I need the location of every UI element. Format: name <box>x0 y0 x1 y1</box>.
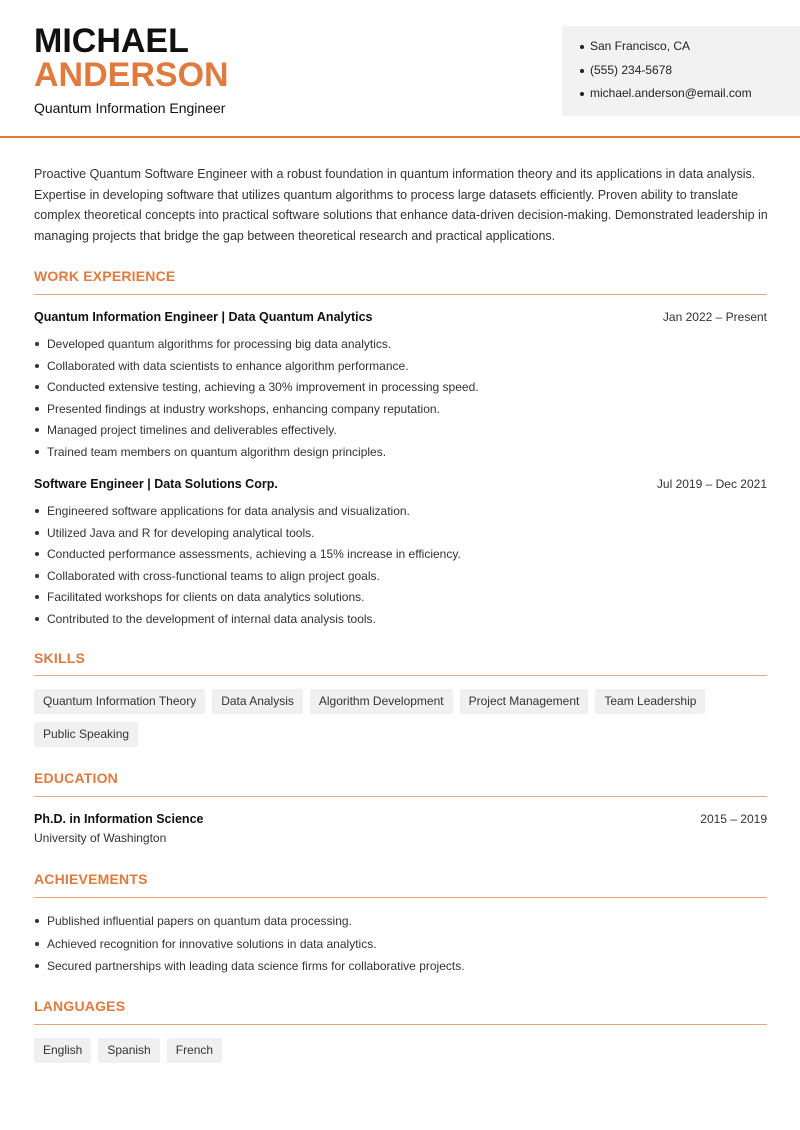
list-item: Utilized Java and R for developing analytical tools. <box>34 524 767 546</box>
list-item: Collaborated with cross-functional teams to align project goals. <box>34 567 767 589</box>
job-title: Quantum Information Engineer <box>34 100 226 116</box>
job-bullets <box>34 502 767 631</box>
language-tags <box>34 1038 767 1063</box>
list-item: Developed quantum algorithms for processing big data analytics. <box>34 335 767 357</box>
list-item: Achieved recognition for innovative solutions in data analytics. <box>34 935 767 958</box>
list-item: Trained team members on quantum algorithm design principles. <box>34 443 767 465</box>
language-tag: English <box>34 1038 91 1063</box>
skill-tag: Quantum Information Theory <box>34 689 205 714</box>
job-role: Software Engineer | Data Solutions Corp. <box>34 477 278 491</box>
list-item: Published influential papers on quantum data processing. <box>34 912 767 935</box>
education-degree: Ph.D. in Information Science <box>34 812 204 826</box>
list-item: Conducted extensive testing, achieving a 30% improvement in processing speed. <box>34 378 767 400</box>
achievement-bullets <box>34 912 767 980</box>
education-school: University of Washington <box>34 831 167 845</box>
list-item: Conducted performance assessments, achieving a 15% increase in efficiency. <box>34 545 767 567</box>
job-bullets <box>34 335 767 464</box>
contact-location: San Francisco, CA <box>580 36 800 60</box>
section-divider <box>34 1024 767 1025</box>
job-header <box>34 477 767 491</box>
section-title-skills: SKILLS <box>34 650 85 666</box>
section-title-education: EDUCATION <box>34 770 118 786</box>
skill-tag: Data Analysis <box>212 689 303 714</box>
section-title-work: WORK EXPERIENCE <box>34 268 176 284</box>
resume-header <box>0 0 800 138</box>
list-item: Contributed to the development of internal data analysis tools. <box>34 610 767 632</box>
list-item: Facilitated workshops for clients on data analytics solutions. <box>34 588 767 610</box>
job-header <box>34 310 767 324</box>
section-title-languages: LANGUAGES <box>34 998 126 1014</box>
contact-phone: (555) 234-5678 <box>580 60 800 84</box>
section-divider <box>34 897 767 898</box>
list-item: Collaborated with data scientists to enhance algorithm performance. <box>34 357 767 379</box>
job-dates: Jan 2022 – Present <box>662 310 767 324</box>
skill-tag: Team Leadership <box>595 689 705 714</box>
job-role: Quantum Information Engineer | Data Quantum Analytics <box>34 310 373 324</box>
list-item: Engineered software applications for data analysis and visualization. <box>34 502 767 524</box>
list-item: Secured partnerships with leading data science firms for collaborative projects. <box>34 957 767 980</box>
contact-email: michael.anderson@email.com <box>580 83 800 107</box>
contact-box <box>562 26 800 116</box>
list-item: Presented findings at industry workshops, enhancing company reputation. <box>34 400 767 422</box>
section-divider <box>34 796 767 797</box>
list-item: Managed project timelines and deliverables effectively. <box>34 421 767 443</box>
first-name: MICHAEL <box>34 22 189 60</box>
job-dates: Jul 2019 – Dec 2021 <box>656 477 767 491</box>
skill-tag: Public Speaking <box>34 722 138 747</box>
summary-text: Proactive Quantum Software Engineer with a robust foundation in quantum information theory and its applications in data analysis. Expertise in developing software that utilizes quantum algorithms to process large datasets efficiently. Proven ability to translate complex theoretical concepts into practical software solutions that enhance data-driven decision-making. Demonstrated leadership in managing projects that bridge the gap between theoretical research and practical applications. <box>34 167 768 243</box>
skill-tag: Algorithm Development <box>310 689 453 714</box>
skills-tags <box>34 689 767 747</box>
section-divider <box>34 675 767 676</box>
section-divider <box>34 294 767 295</box>
section-title-achievements: ACHIEVEMENTS <box>34 871 148 887</box>
language-tag: Spanish <box>98 1038 159 1063</box>
education-dates: 2015 – 2019 <box>700 812 767 826</box>
language-tag: French <box>167 1038 222 1063</box>
last-name: ANDERSON <box>34 56 229 94</box>
skill-tag: Project Management <box>460 689 589 714</box>
